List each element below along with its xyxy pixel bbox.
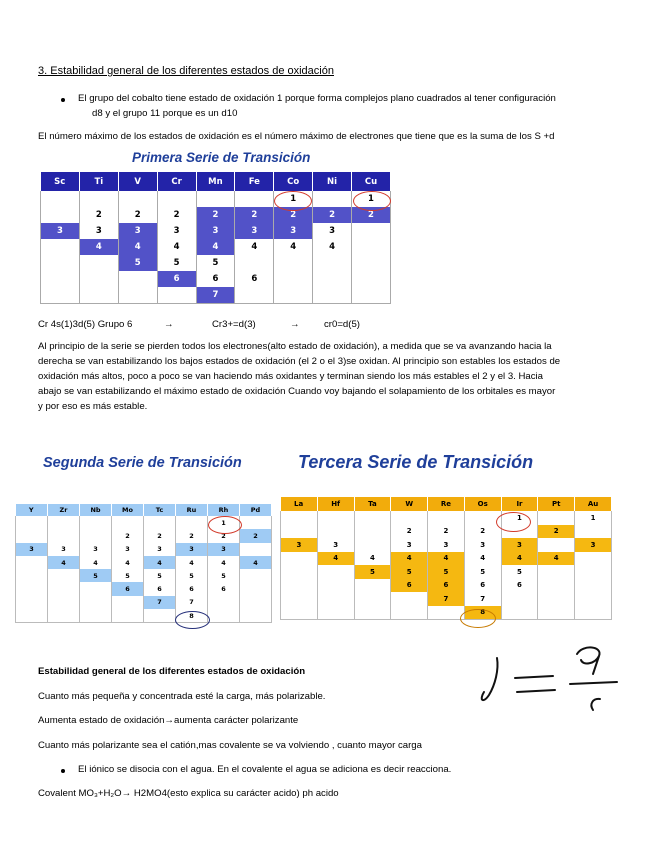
oxidation-state-cell: 5: [80, 569, 112, 582]
oxidation-state-cell: 4: [118, 239, 157, 255]
oxidation-state-cell: 1: [274, 191, 313, 207]
paragraph-line: y por eso es más estable.: [38, 401, 148, 412]
oxidation-state-cell: [391, 511, 428, 525]
oxidation-state-cell: 4: [176, 556, 208, 569]
oxidation-state-cell: [317, 511, 354, 525]
oxidation-state-cell: 3: [41, 223, 80, 239]
oxidation-state-cell: 5: [464, 565, 501, 579]
oxidation-state-cell: [538, 565, 575, 579]
oxidation-state-cell: [16, 529, 48, 542]
oxidation-state-cell: [354, 525, 391, 539]
oxidation-state-cell: 6: [501, 579, 538, 593]
oxidation-state-cell: 2: [235, 207, 274, 223]
oxidation-state-cell: 2: [196, 207, 235, 223]
section2-line1: Cuanto más pequeña y concentrada esté la carga, más polarizable.: [38, 691, 326, 702]
oxidation-state-cell: 3: [464, 538, 501, 552]
oxidation-state-cell: [79, 271, 118, 287]
oxidation-state-cell: 2: [144, 529, 176, 542]
element-header: Ti: [79, 172, 118, 191]
bullet-dot: [61, 98, 65, 102]
oxidation-state-cell: [391, 592, 428, 606]
oxidation-state-cell: [112, 609, 144, 623]
oxidation-state-cell: [157, 191, 196, 207]
oxidation-state-cell: [240, 609, 272, 623]
oxidation-state-cell: [118, 287, 157, 304]
oxidation-state-cell: 2: [157, 207, 196, 223]
oxidation-state-cell: 3: [196, 223, 235, 239]
oxidation-state-cell: [281, 579, 318, 593]
oxidation-state-cell: [196, 191, 235, 207]
oxidation-state-cell: 5: [208, 569, 240, 582]
oxidation-state-cell: [281, 565, 318, 579]
oxidation-state-cell: [16, 556, 48, 569]
oxidation-state-cell: 3: [235, 223, 274, 239]
series1-co-circle: [274, 191, 312, 211]
oxidation-state-cell: 4: [235, 239, 274, 255]
oxidation-state-cell: 2: [274, 207, 313, 223]
element-header: Cr: [157, 172, 196, 191]
oxidation-state-cell: [41, 239, 80, 255]
paragraph-line: oxidación más altos, poco a poco se van haciendo más oxidantes y terminan siendo los más estables el 2 y el 3. Hacia: [38, 371, 544, 382]
oxidation-state-cell: [240, 516, 272, 529]
oxidation-state-cell: [575, 592, 612, 606]
oxidation-state-cell: [313, 271, 352, 287]
paragraph-line: abajo se van estabilizando el máximo estado de oxidación Cuando voy bajando el solapamiento de los orbitales es mayor: [38, 386, 556, 397]
element-header: Pt: [538, 497, 575, 511]
oxidation-state-cell: [281, 606, 318, 620]
oxidation-state-cell: 2: [313, 207, 352, 223]
element-header: Au: [575, 497, 612, 511]
oxidation-state-cell: [41, 207, 80, 223]
oxidation-state-cell: [240, 543, 272, 556]
oxidation-state-cell: 2: [208, 529, 240, 542]
oxidation-state-cell: 2: [391, 525, 428, 539]
oxidation-state-cell: 4: [196, 239, 235, 255]
oxidation-state-cell: [80, 582, 112, 595]
config-cr0: cr0=d(5): [324, 319, 360, 330]
oxidation-state-cell: [281, 552, 318, 566]
element-header: Mn: [196, 172, 235, 191]
oxidation-state-cell: [538, 579, 575, 593]
oxidation-state-cell: 4: [79, 239, 118, 255]
oxidation-state-cell: 6: [464, 579, 501, 593]
oxidation-state-cell: 5: [112, 569, 144, 582]
oxidation-state-cell: [354, 606, 391, 620]
oxidation-state-cell: 4: [313, 239, 352, 255]
oxidation-state-cell: [112, 596, 144, 609]
section2-line2: Aumenta estado de oxidación→aumenta carácter polarizante: [38, 715, 299, 726]
oxidation-state-cell: [80, 516, 112, 529]
element-header: Sc: [41, 172, 80, 191]
oxidation-state-cell: 3: [112, 543, 144, 556]
oxidation-state-cell: 2: [464, 525, 501, 539]
series3-ir-circle: [496, 512, 531, 532]
oxidation-state-cell: 5: [391, 565, 428, 579]
oxidation-state-cell: 2: [428, 525, 465, 539]
element-header: Ni: [313, 172, 352, 191]
element-header: Pd: [240, 504, 272, 516]
series1-table: [40, 172, 391, 304]
oxidation-state-cell: 7: [196, 287, 235, 304]
oxidation-state-cell: [41, 271, 80, 287]
oxidation-state-cell: 5: [176, 569, 208, 582]
oxidation-state-cell: 3: [118, 223, 157, 239]
oxidation-state-cell: 2: [538, 525, 575, 539]
element-header: Mo: [112, 504, 144, 516]
element-header: Rh: [208, 504, 240, 516]
section2-bullet: El iónico se disocia con el agua. En el covalente el agua se adiciona es decir reacciona.: [78, 764, 452, 775]
oxidation-state-cell: [274, 287, 313, 304]
element-header: Ir: [501, 497, 538, 511]
oxidation-state-cell: [391, 606, 428, 620]
oxidation-state-cell: 3: [48, 543, 80, 556]
oxidation-state-cell: [281, 592, 318, 606]
oxidation-state-cell: 6: [157, 271, 196, 287]
oxidation-state-cell: [48, 582, 80, 595]
oxidation-state-cell: 3: [176, 543, 208, 556]
element-header: Ta: [354, 497, 391, 511]
oxidation-state-cell: [352, 287, 391, 304]
oxidation-state-cell: 3: [281, 538, 318, 552]
oxidation-state-cell: 3: [274, 223, 313, 239]
oxidation-state-cell: 8: [176, 609, 208, 623]
oxidation-state-cell: 6: [144, 582, 176, 595]
element-header: Nb: [80, 504, 112, 516]
oxidation-state-cell: 4: [157, 239, 196, 255]
oxidation-state-cell: 2: [240, 529, 272, 542]
oxidation-state-cell: 4: [391, 552, 428, 566]
section-heading: 3. Estabilidad general de los diferentes estados de oxidación: [38, 65, 334, 77]
oxidation-state-cell: [80, 529, 112, 542]
oxidation-state-cell: [80, 596, 112, 609]
oxidation-state-cell: [354, 511, 391, 525]
oxidation-state-cell: 5: [354, 565, 391, 579]
oxidation-state-cell: 4: [48, 556, 80, 569]
max-oxidation-text: El número máximo de los estados de oxidación es el número máximo de electrones que tiene que es la suma de los S +d: [38, 131, 555, 142]
oxidation-state-cell: 2: [118, 207, 157, 223]
oxidation-state-cell: [235, 287, 274, 304]
arrow-icon: →: [290, 319, 300, 330]
oxidation-state-cell: 3: [313, 223, 352, 239]
oxidation-state-cell: 2: [352, 207, 391, 223]
oxidation-state-cell: [274, 255, 313, 271]
oxidation-state-cell: [317, 606, 354, 620]
oxidation-state-cell: 3: [157, 223, 196, 239]
oxidation-state-cell: [41, 191, 80, 207]
oxidation-state-cell: [354, 538, 391, 552]
oxidation-state-cell: [16, 569, 48, 582]
series3-os-circle: [460, 609, 496, 628]
element-header: Co: [274, 172, 313, 191]
oxidation-state-cell: [240, 569, 272, 582]
oxidation-state-cell: [48, 516, 80, 529]
oxidation-state-cell: [317, 565, 354, 579]
oxidation-state-cell: 6: [428, 579, 465, 593]
oxidation-state-cell: [352, 271, 391, 287]
oxidation-state-cell: 7: [428, 592, 465, 606]
oxidation-state-cell: 3: [144, 543, 176, 556]
oxidation-state-cell: [79, 191, 118, 207]
oxidation-state-cell: [48, 609, 80, 623]
section2-line3: Cuanto más polarizante sea el catión,mas covalente se va volviendo , cuanto mayor carga: [38, 740, 422, 751]
oxidation-state-cell: 4: [354, 552, 391, 566]
element-header: Cu: [352, 172, 391, 191]
oxidation-state-cell: 4: [144, 556, 176, 569]
oxidation-state-cell: [144, 609, 176, 623]
config-cr3: Cr3+=d(3): [212, 319, 256, 330]
oxidation-state-cell: [41, 287, 80, 304]
series3-title: Tercera Serie de Transición: [298, 452, 534, 472]
element-header: Re: [428, 497, 465, 511]
oxidation-state-cell: [352, 223, 391, 239]
oxidation-state-cell: [16, 516, 48, 529]
oxidation-state-cell: [79, 255, 118, 271]
oxidation-state-cell: 4: [464, 552, 501, 566]
oxidation-state-cell: 3: [391, 538, 428, 552]
oxidation-state-cell: 3: [317, 538, 354, 552]
oxidation-state-cell: [575, 525, 612, 539]
oxidation-state-cell: 5: [144, 569, 176, 582]
oxidation-state-cell: [501, 606, 538, 620]
oxidation-state-cell: [208, 609, 240, 623]
series2-title: Segunda Serie de Transición: [43, 455, 242, 471]
arrow-icon: →: [164, 319, 174, 330]
oxidation-state-cell: [313, 287, 352, 304]
covalent-line: Covalent MO₃+H₂O→ H2MO4(esto explica su carácter acido) ph acido: [38, 788, 339, 799]
element-header: Hf: [317, 497, 354, 511]
oxidation-state-cell: [235, 191, 274, 207]
bullet1-line1: El grupo del cobalto tiene estado de oxidación 1 porque forma complejos plano cuadrados al tener configuración: [78, 93, 556, 104]
oxidation-state-cell: 4: [112, 556, 144, 569]
oxidation-state-cell: [575, 579, 612, 593]
oxidation-state-cell: [538, 592, 575, 606]
oxidation-state-cell: [240, 582, 272, 595]
oxidation-state-cell: 7: [464, 592, 501, 606]
oxidation-state-cell: 4: [501, 552, 538, 566]
oxidation-state-cell: [235, 255, 274, 271]
oxidation-state-cell: 1: [501, 511, 538, 525]
oxidation-state-cell: 2: [176, 529, 208, 542]
oxidation-state-cell: [79, 287, 118, 304]
oxidation-state-cell: 4: [80, 556, 112, 569]
oxidation-state-cell: 4: [274, 239, 313, 255]
paragraph-line: derecha se van estabilizando los bajos estados de oxidación (el 2 o el 3)se oxidan. Al principio son estables los estados de: [38, 356, 561, 367]
oxidation-state-cell: 6: [208, 582, 240, 595]
oxidation-state-cell: [16, 596, 48, 609]
series1-cu-circle: [353, 191, 391, 211]
oxidation-state-cell: 3: [79, 223, 118, 239]
oxidation-state-cell: [112, 516, 144, 529]
element-header: Fe: [235, 172, 274, 191]
oxidation-state-cell: 3: [501, 538, 538, 552]
oxidation-state-cell: 6: [235, 271, 274, 287]
oxidation-state-cell: [313, 255, 352, 271]
oxidation-state-cell: [41, 255, 80, 271]
element-header: Y: [16, 504, 48, 516]
paragraph-line: Al principio de la serie se pierden todos los electrones(alto estado de oxidación), a medida que se va avanzando hacia la: [38, 341, 552, 352]
oxidation-state-cell: 2: [79, 207, 118, 223]
oxidation-state-cell: [501, 592, 538, 606]
oxidation-state-cell: [428, 606, 465, 620]
oxidation-state-cell: [16, 582, 48, 595]
series2-ru-circle: [175, 611, 210, 629]
oxidation-state-cell: 5: [118, 255, 157, 271]
oxidation-state-cell: [428, 511, 465, 525]
oxidation-state-cell: [538, 606, 575, 620]
oxidation-state-cell: [176, 516, 208, 529]
oxidation-state-cell: [48, 569, 80, 582]
config-cr: Cr 4s(1)3d(5) Grupo 6: [38, 319, 133, 330]
oxidation-state-cell: 5: [428, 565, 465, 579]
oxidation-state-cell: [208, 596, 240, 609]
handwritten-formula-sketch: [475, 640, 650, 725]
oxidation-state-cell: 5: [196, 255, 235, 271]
oxidation-state-cell: 1: [352, 191, 391, 207]
oxidation-state-cell: 5: [157, 255, 196, 271]
oxidation-state-cell: 4: [317, 552, 354, 566]
oxidation-state-cell: [281, 525, 318, 539]
oxidation-state-cell: [352, 239, 391, 255]
oxidation-state-cell: [317, 592, 354, 606]
oxidation-state-cell: [16, 609, 48, 623]
element-header: Ru: [176, 504, 208, 516]
oxidation-state-cell: [538, 538, 575, 552]
oxidation-state-cell: [352, 255, 391, 271]
series1-title: Primera Serie de Transición: [132, 150, 311, 165]
oxidation-state-cell: [317, 525, 354, 539]
oxidation-state-cell: [538, 511, 575, 525]
oxidation-state-cell: 6: [176, 582, 208, 595]
oxidation-state-cell: [313, 191, 352, 207]
oxidation-state-cell: 7: [144, 596, 176, 609]
bullet1-line2: d8 y el grupo 11 porque es un d10: [92, 108, 238, 119]
oxidation-state-cell: [281, 511, 318, 525]
bullet-dot: [61, 769, 65, 773]
oxidation-state-cell: 1: [575, 511, 612, 525]
series3-table: [280, 497, 612, 620]
oxidation-state-cell: 3: [80, 543, 112, 556]
oxidation-state-cell: [144, 516, 176, 529]
series2-rh-circle: [208, 516, 242, 534]
oxidation-state-cell: 7: [176, 596, 208, 609]
element-header: W: [391, 497, 428, 511]
oxidation-state-cell: 6: [112, 582, 144, 595]
oxidation-state-cell: [118, 191, 157, 207]
oxidation-state-cell: 4: [208, 556, 240, 569]
oxidation-state-cell: [575, 606, 612, 620]
oxidation-state-cell: 3: [208, 543, 240, 556]
oxidation-state-cell: 4: [240, 556, 272, 569]
element-header: Tc: [144, 504, 176, 516]
oxidation-state-cell: [80, 609, 112, 623]
oxidation-state-cell: [354, 579, 391, 593]
oxidation-state-cell: 6: [391, 579, 428, 593]
oxidation-state-cell: 2: [112, 529, 144, 542]
section2-title: Estabilidad general de los diferentes estados de oxidación: [38, 666, 306, 677]
element-header: V: [118, 172, 157, 191]
oxidation-state-cell: [157, 287, 196, 304]
oxidation-state-cell: 1: [208, 516, 240, 529]
oxidation-state-cell: 8: [464, 606, 501, 620]
oxidation-state-cell: [240, 596, 272, 609]
oxidation-state-cell: 4: [538, 552, 575, 566]
oxidation-state-cell: 6: [196, 271, 235, 287]
oxidation-state-cell: [118, 271, 157, 287]
oxidation-state-cell: [48, 529, 80, 542]
oxidation-state-cell: 3: [428, 538, 465, 552]
oxidation-state-cell: [575, 565, 612, 579]
oxidation-state-cell: 3: [575, 538, 612, 552]
oxidation-state-cell: [274, 271, 313, 287]
oxidation-state-cell: [48, 596, 80, 609]
element-header: La: [281, 497, 318, 511]
oxidation-state-cell: [317, 579, 354, 593]
oxidation-state-cell: [575, 552, 612, 566]
oxidation-state-cell: [354, 592, 391, 606]
oxidation-state-cell: 5: [501, 565, 538, 579]
element-header: Zr: [48, 504, 80, 516]
oxidation-state-cell: 4: [428, 552, 465, 566]
oxidation-state-cell: 3: [16, 543, 48, 556]
element-header: Os: [464, 497, 501, 511]
